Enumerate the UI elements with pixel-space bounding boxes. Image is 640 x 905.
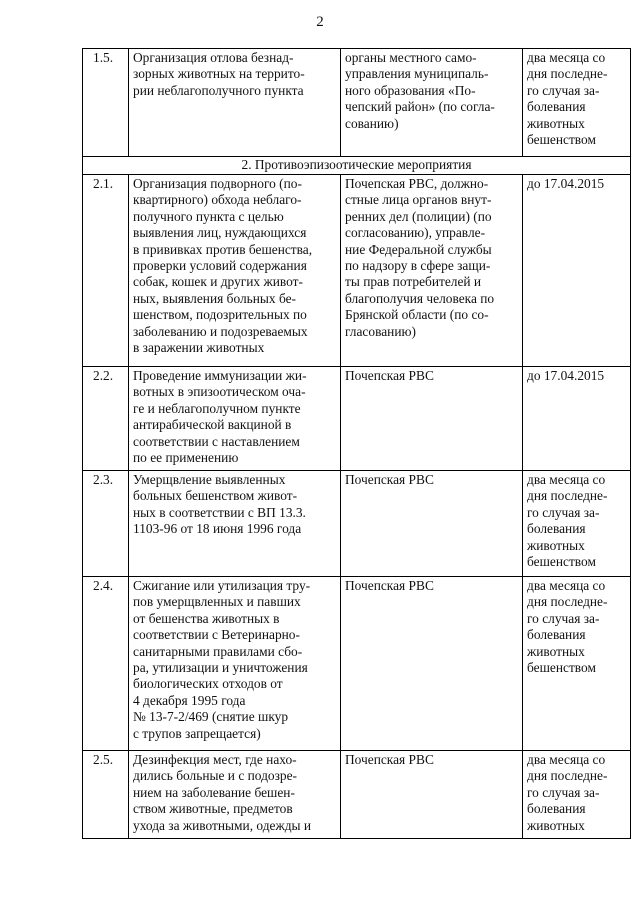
section-row bbox=[83, 157, 631, 175]
item-number: 2.5. bbox=[83, 751, 129, 839]
item-action: Проведение иммунизации жи- вотных в эпизоотическом оча- ге и неблагополучном пункте антирабической вакциной в соответствии с наставлением по ее применению bbox=[129, 367, 341, 471]
table-row bbox=[83, 751, 631, 839]
item-action: Организация подворного (по- квартирного) обхода неблаго- получного пункта с целью выявления лиц, нуждающихся в прививках против бешенства, проверки условий содержания собак, кошек и других живот- ных, выявления больных бе- шенством, подозрительных по заболеванию и подозреваемых в заражении животных bbox=[129, 175, 341, 367]
section-title: 2. Противоэпизоотические мероприятия bbox=[83, 157, 631, 175]
item-number: 2.2. bbox=[83, 367, 129, 471]
item-term: до 17.04.2015 bbox=[523, 175, 631, 367]
item-responsible: Почепская РВС bbox=[341, 577, 523, 751]
page-number: 2 bbox=[316, 14, 324, 30]
item-action: Дезинфекция мест, где нахо- дились больные и с подозре- нием на заболевание бешен- ством животные, предметов ухода за животными, одежды и bbox=[129, 751, 341, 839]
item-term: два месяца со дня последне- го случая за- болевания животных бешенством bbox=[523, 471, 631, 577]
item-action: Умерщвление выявленных больных бешенством живот- ных в соответствии с ВП 13.3. 1103-96 от 18 июня 1996 года bbox=[129, 471, 341, 577]
item-responsible: Почепская РВС bbox=[341, 751, 523, 839]
item-responsible: Почепская РВС, должно- стные лица органов внут- ренних дел (полиции) (по согласованию), управле- ние Федеральной службы по надзору в сфере защи- ты прав потребителей и благополучия человека по Брянской области (по со- гласованию) bbox=[341, 175, 523, 367]
item-responsible: Почепская РВС bbox=[341, 367, 523, 471]
table-row bbox=[83, 367, 631, 471]
item-term: два месяца со дня последне- го случая за- болевания животных bbox=[523, 751, 631, 839]
item-term: до 17.04.2015 bbox=[523, 367, 631, 471]
item-responsible: Почепская РВС bbox=[341, 471, 523, 577]
item-number: 2.3. bbox=[83, 471, 129, 577]
item-term: два месяца со дня последне- го случая за- болевания животных бешенством bbox=[523, 577, 631, 751]
table-row bbox=[83, 471, 631, 577]
item-number: 1.5. bbox=[83, 49, 129, 157]
table-row bbox=[83, 49, 631, 157]
item-action: Организация отлова безнад- зорных животных на террито- рии неблагополучного пункта bbox=[129, 49, 341, 157]
table-row bbox=[83, 175, 631, 367]
measures-table bbox=[82, 48, 631, 839]
item-number: 2.1. bbox=[83, 175, 129, 367]
table-row bbox=[83, 577, 631, 751]
item-responsible: органы местного само- управления муниципаль- ного образования «По- чепский район» (по согла- сованию) bbox=[341, 49, 523, 157]
item-number: 2.4. bbox=[83, 577, 129, 751]
item-term: два месяца со дня последне- го случая за- болевания животных бешенством bbox=[523, 49, 631, 157]
item-action: Сжигание или утилизация тру- пов умерщвленных и павших от бешенства животных в соответствии с Ветеринарно- санитарными правилами сбо- ра, утилизации и уничтожения биологических отходов от 4 декабря 1995 года № 13-7-2/469 (снятие шкур с трупов запрещается) bbox=[129, 577, 341, 751]
